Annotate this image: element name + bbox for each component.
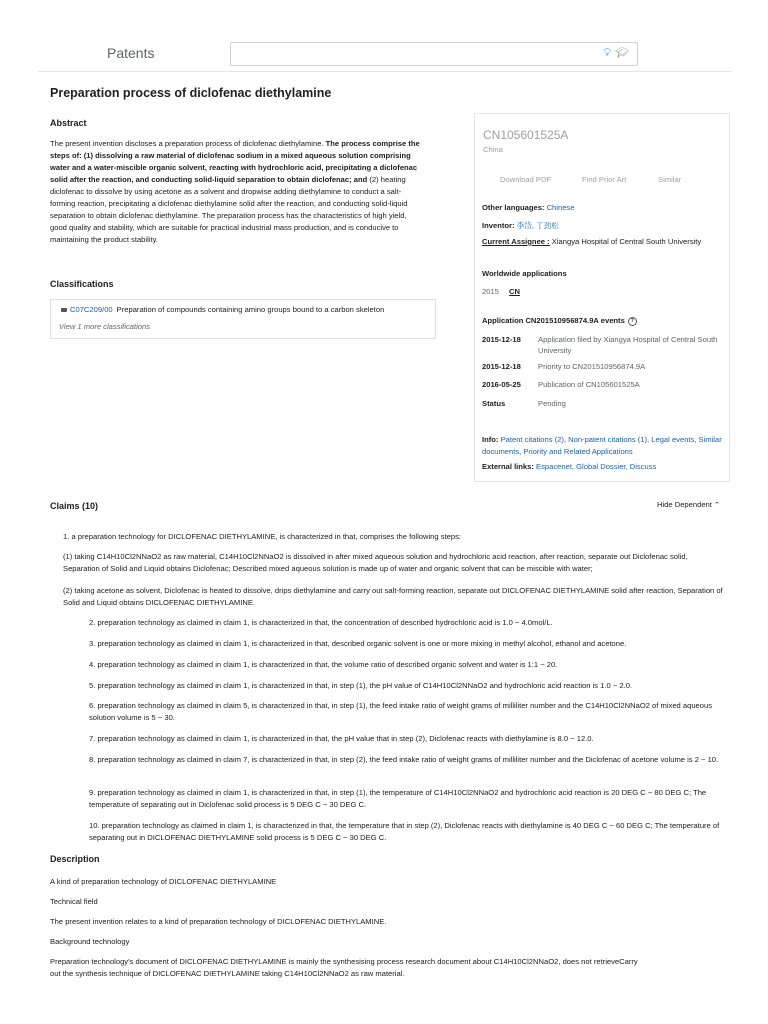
publication-number: CN105601525A (483, 128, 569, 142)
events-heading (482, 316, 637, 326)
event-date: 2015-12-18 (482, 362, 521, 371)
hide-dependent-toggle[interactable] (657, 500, 720, 509)
brand-logo[interactable]: Patents (107, 45, 155, 61)
claim-item: 1. a preparation technology for DICLOFENAC DIETHYLAMINE, is characterized in that, comprises the following steps: (63, 532, 461, 541)
claims-heading: Claims (10) (50, 501, 99, 511)
claim-item: 7. preparation technology as claimed in claim 1, is characterized in that, the pH value that in step (2), Diclofenac reacts with diethylamine is 8.0 ~ 12.0. (89, 734, 594, 743)
description-paragraph: Background technology (50, 937, 130, 946)
help-icon[interactable]: ? (628, 317, 637, 326)
claim-item: 3. preparation technology as claimed in claim 1, is characterized in that, described organic solvent is one or more mixing in methyl alcohol, ethanol and acetone. (89, 639, 627, 648)
description-paragraph: Preparation technology's document of DICLOFENAC DIETHYLAMINE is mainly the synthesising process research document about C14H10Cl2NNaO2, does not retrieveCarry out the synthesis technique of DICLOFENAC DIETHYLAMINE taking C14H10Cl2NNaO2 as raw material. (50, 957, 638, 978)
chevron-up-icon: ⌃ (714, 502, 720, 509)
chinese-language-link[interactable]: Chinese (546, 203, 575, 212)
abstract-part2: The process comprise the steps of: (1) dissolving a raw material of diclofenac sodium in a mixed aqueous solution comprising water and a water-miscible organic solvent, reacting with hydrochloric acid, precipitating a diclofenac solid after the reaction, and conducting solid-liquid separation to obtain diclofenac; and (50, 139, 420, 184)
worldwide-heading: Worldwide applications (482, 269, 567, 278)
status-value: Pending (538, 399, 566, 408)
claim-item: (2) taking acetone as solvent, Diclofenac is heated to dissolve, drips diethylamine and carry out salt-forming reaction, separate out DICLOFENAC DIETHYLAMINE solid after reaction, Separation of Solid and Liquid obtains DICLOFENAC DIETHYLAMINE. (63, 586, 723, 607)
more-classifications-link[interactable]: View 1 more classifications (59, 322, 151, 331)
other-languages-label: Other languages: (482, 203, 545, 212)
external-links-label: External links: (482, 462, 534, 471)
lightbulb-icon[interactable]: 💡︎ (603, 47, 612, 59)
search-input[interactable] (230, 42, 638, 66)
event-text: Application filed by Xiangya Hospital of Central South University (538, 335, 718, 355)
other-languages-row (482, 203, 574, 212)
external-links[interactable]: Espacenet, Global Dossier, Discuss (536, 462, 657, 471)
info-row (482, 434, 722, 458)
abstract-heading: Abstract (50, 118, 87, 128)
abstract-text (50, 138, 422, 246)
info-label: Info: (482, 435, 499, 444)
info-links[interactable]: Patent citations (2), Non-patent citations (1), Legal events, Similar documents, Priority and Related Applications (482, 435, 722, 456)
claim-item: 5. preparation technology as claimed in claim 1, is characterized in that, in step (1), the pH value of C14H10Cl2NNaO2 and hydrochloric acid reaction is 1.0 ~ 2.0. (89, 681, 633, 690)
inventor-row (482, 220, 559, 231)
events-heading-text: Application CN201510956874.9A events (482, 316, 625, 325)
event-text: Publication of CN105601525A (538, 380, 640, 389)
country-label: China (483, 145, 503, 154)
claim-item: 4. preparation technology as claimed in claim 1, is characterized in that, the volume ratio of described organic solvent and water is 1:1 ~ 20. (89, 660, 558, 669)
download-pdf-button[interactable]: Download PDF (500, 175, 552, 184)
classifications-heading: Classifications (50, 279, 114, 289)
event-text: Priority to CN201510956874.9A (538, 362, 646, 371)
claim-item: 10. preparation technology as claimed in claim 1, is characterized in that, the temperature that in step (2), Diclofenac reacts with diethylamine is 40 DEG C ~ 60 DEG C; The temperature of separating out in DICLOFENAC DIETHYLAMINE solid process is 5 DEG C ~ 30 DEG C. (89, 821, 720, 842)
claim-item: (1) taking C14H10Cl2NNaO2 as raw material, C14H10Cl2NNaO2 is dissolved in after mixed aqueous solution and hydrochloric acid reaction, after reaction, separate out Diclofenac solid, Separation of Solid and Liquid obtains Diclofenac; Described mixed aqueous solution is made up of water and organic solvent that can be miscible with water; (63, 552, 688, 573)
description-paragraph: Technical field (50, 897, 98, 906)
header-divider (38, 71, 732, 72)
top-bar (0, 0, 768, 72)
patent-info-panel (474, 113, 730, 482)
claim-item: 8. preparation technology as claimed in claim 7, is characterized in that, in step (2), the feed intake ratio of weight grams of milliliter number and the Diclofenac of acetone volume is 2 ~ 10. (89, 755, 719, 764)
status-label: Status (482, 399, 506, 408)
assignee-row (482, 237, 701, 246)
claim-item: 6. preparation technology as claimed in claim 5, is characterized in that, in step (1), the feed intake ratio of weight grams of milliliter number and the C14H10Cl2NNaO2 of mixed aqueous solution volume is 5 ~ 30. (89, 701, 713, 722)
tag-icon (61, 308, 67, 312)
classification-description: Preparation of compounds containing amino groups bound to a carbon skeleton (116, 305, 385, 314)
inventor-link[interactable]: 李岱, 丁劲松 (516, 221, 559, 230)
hide-dependent-label: Hide Dependent (657, 500, 712, 509)
inventor-label: Inventor: (482, 221, 515, 230)
worldwide-country-link[interactable]: CN (509, 287, 520, 296)
worldwide-year: 2015 (482, 287, 499, 296)
page-title: Preparation process of diclofenac diethylamine (50, 86, 332, 100)
graduation-cap-icon[interactable]: 🎓︎ (615, 47, 629, 59)
description-paragraph: A kind of preparation technology of DICLOFENAC DIETHYLAMINE (50, 877, 277, 886)
event-date: 2016-05-25 (482, 380, 521, 389)
find-prior-art-button[interactable]: Find Prior Art (582, 175, 627, 184)
similar-button[interactable]: Similar (658, 175, 682, 184)
assignee-value: Xiangya Hospital of Central South University (551, 237, 702, 246)
classification-row (61, 305, 384, 314)
abstract-part1: The present invention discloses a preparation process of diclofenac diethylamine. (50, 139, 326, 148)
description-paragraph: The present invention relates to a kind of preparation technology of DICLOFENAC DIETHYLAMINE. (50, 917, 387, 926)
claim-item: 9. preparation technology as claimed in claim 1, is characterized in that, in step (1), the temperature of C14H10Cl2NNaO2 and hydrochloric acid reaction is 20 DEG C ~ 80 DEG C; The temperature of separating out in Diclofenac solid process is 5 DEG C ~ 30 DEG C. (89, 788, 707, 809)
classifications-box (50, 299, 436, 339)
event-date: 2015-12-18 (482, 335, 521, 344)
external-links-row (482, 462, 656, 471)
abstract-part3: (2) heating diclofenac to dissolve by using acetone as a solvent and dropwise adding diethylamine to conduct a salt-forming reaction, precipitating a diclofenac diethylamine solid after the reaction, and conducting solid-liquid separation to obtain diclofenac diethylamine. The preparation process has the characteristics of high yield, good quality and stability, which are suitable for practical industrial mass production, and is conducive to maintaining the product stability. (50, 175, 408, 244)
classification-code-link[interactable]: C07C209/00 (70, 305, 113, 314)
description-heading: Description (50, 854, 100, 864)
claim-item: 2. preparation technology as claimed in claim 1, is characterized in that, the concentration of described hydrochloric acid is 1.0 ~ 4.0mol/L. (89, 618, 553, 627)
assignee-label: Current Assignee : (482, 237, 550, 246)
